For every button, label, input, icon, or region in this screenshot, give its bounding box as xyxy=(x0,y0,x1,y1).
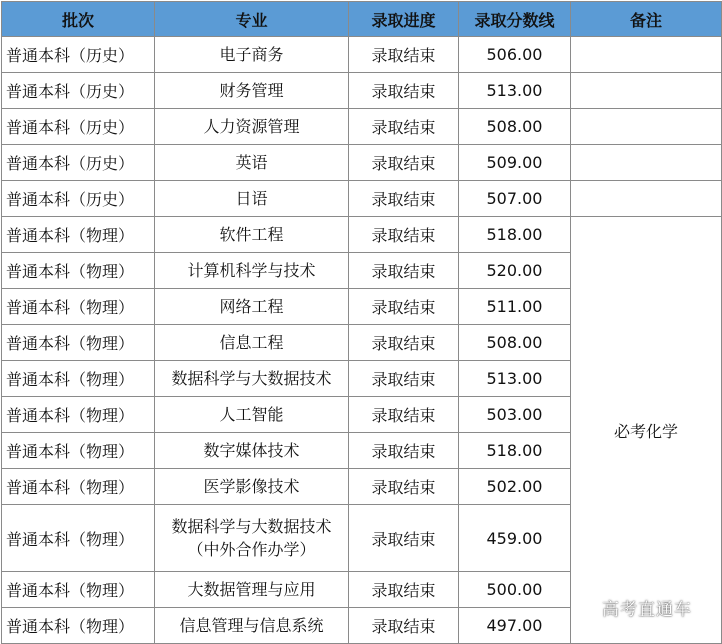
score-cell: 520.00 xyxy=(459,253,571,289)
score-cell: 513.00 xyxy=(459,361,571,397)
progress-cell: 录取结束 xyxy=(349,37,459,73)
progress-cell: 录取结束 xyxy=(349,505,459,572)
remark-cell xyxy=(571,145,722,181)
score-cell: 503.00 xyxy=(459,397,571,433)
header-major: 专业 xyxy=(155,2,349,37)
batch-cell: 普通本科（物理） xyxy=(2,572,155,608)
progress-cell: 录取结束 xyxy=(349,145,459,181)
batch-cell: 普通本科（物理） xyxy=(2,397,155,433)
progress-cell: 录取结束 xyxy=(349,397,459,433)
major-line: 信息工程 xyxy=(219,333,284,352)
score-cell: 509.00 xyxy=(459,145,571,181)
batch-cell: 普通本科（物理） xyxy=(2,325,155,361)
major-cell xyxy=(155,37,349,73)
score-cell: 506.00 xyxy=(459,37,571,73)
major-line: 数据科学与大数据技术 xyxy=(171,369,332,388)
score-cell: 511.00 xyxy=(459,289,571,325)
progress-cell: 录取结束 xyxy=(349,181,459,217)
progress-cell: 录取结束 xyxy=(349,325,459,361)
batch-cell: 普通本科（物理） xyxy=(2,217,155,253)
major-line: 数据科学与大数据技术 xyxy=(171,517,332,536)
score-cell: 500.00 xyxy=(459,572,571,608)
table-row xyxy=(2,37,722,73)
progress-cell: 录取结束 xyxy=(349,217,459,253)
admission-table xyxy=(1,1,722,644)
batch-cell: 普通本科（物理） xyxy=(2,505,155,572)
table-row xyxy=(2,217,722,253)
remark-cell xyxy=(571,37,722,73)
progress-cell: 录取结束 xyxy=(349,289,459,325)
major-cell xyxy=(155,109,349,145)
score-cell: 508.00 xyxy=(459,109,571,145)
major-cell xyxy=(155,253,349,289)
score-cell: 513.00 xyxy=(459,73,571,109)
progress-cell: 录取结束 xyxy=(349,469,459,505)
major-line: 日语 xyxy=(235,189,268,208)
major-cell xyxy=(155,289,349,325)
major-cell xyxy=(155,73,349,109)
header-batch: 批次 xyxy=(2,2,155,37)
watermark: 高考直通车 xyxy=(602,600,692,620)
major-line: 数字媒体技术 xyxy=(203,441,300,460)
batch-cell: 普通本科（历史） xyxy=(2,73,155,109)
progress-cell: 录取结束 xyxy=(349,608,459,644)
major-line: 医学影像技术 xyxy=(203,477,300,496)
remark-cell xyxy=(571,181,722,217)
score-cell: 459.00 xyxy=(459,505,571,572)
progress-cell: 录取结束 xyxy=(349,361,459,397)
batch-cell: 普通本科（物理） xyxy=(2,469,155,505)
major-cell xyxy=(155,145,349,181)
major-cell xyxy=(155,572,349,608)
header-score: 录取分数线 xyxy=(459,2,571,37)
remark-cell xyxy=(571,73,722,109)
batch-cell: 普通本科（物理） xyxy=(2,289,155,325)
major-cell xyxy=(155,325,349,361)
header-row xyxy=(2,2,722,37)
score-cell: 518.00 xyxy=(459,433,571,469)
major-cell xyxy=(155,608,349,644)
progress-cell: 录取结束 xyxy=(349,433,459,469)
batch-cell: 普通本科（历史） xyxy=(2,37,155,73)
major-line: 财务管理 xyxy=(219,81,284,100)
batch-cell: 普通本科（历史） xyxy=(2,145,155,181)
major-line: 软件工程 xyxy=(219,225,284,244)
progress-cell: 录取结束 xyxy=(349,109,459,145)
major-line: 人力资源管理 xyxy=(203,117,300,136)
major-cell xyxy=(155,217,349,253)
score-cell: 508.00 xyxy=(459,325,571,361)
table-body xyxy=(2,37,722,644)
score-cell: 507.00 xyxy=(459,181,571,217)
major-line: 英语 xyxy=(235,153,268,172)
batch-cell: 普通本科（历史） xyxy=(2,109,155,145)
batch-cell: 普通本科（历史） xyxy=(2,181,155,217)
remark-cell xyxy=(571,109,722,145)
major-cell xyxy=(155,361,349,397)
major-cell xyxy=(155,397,349,433)
progress-cell: 录取结束 xyxy=(349,572,459,608)
score-cell: 497.00 xyxy=(459,608,571,644)
table-row xyxy=(2,109,722,145)
major-cell xyxy=(155,505,349,572)
major-line: 信息管理与信息系统 xyxy=(179,616,324,635)
remark-merged-cell: 必考化学 xyxy=(571,217,722,644)
batch-cell: 普通本科（物理） xyxy=(2,608,155,644)
score-cell: 502.00 xyxy=(459,469,571,505)
major-line: （中外合作办学） xyxy=(187,540,316,559)
major-line: 人工智能 xyxy=(219,405,284,424)
score-cell: 518.00 xyxy=(459,217,571,253)
table-row xyxy=(2,73,722,109)
table-row xyxy=(2,181,722,217)
major-cell xyxy=(155,433,349,469)
major-cell xyxy=(155,469,349,505)
major-line: 计算机科学与技术 xyxy=(187,261,316,280)
header-progress: 录取进度 xyxy=(349,2,459,37)
major-line: 电子商务 xyxy=(219,45,284,64)
progress-cell: 录取结束 xyxy=(349,73,459,109)
progress-cell: 录取结束 xyxy=(349,253,459,289)
batch-cell: 普通本科（物理） xyxy=(2,433,155,469)
batch-cell: 普通本科（物理） xyxy=(2,361,155,397)
major-line: 大数据管理与应用 xyxy=(187,580,316,599)
table-row xyxy=(2,145,722,181)
major-cell xyxy=(155,181,349,217)
major-line: 网络工程 xyxy=(219,297,284,316)
header-remark: 备注 xyxy=(571,2,722,37)
batch-cell: 普通本科（物理） xyxy=(2,253,155,289)
